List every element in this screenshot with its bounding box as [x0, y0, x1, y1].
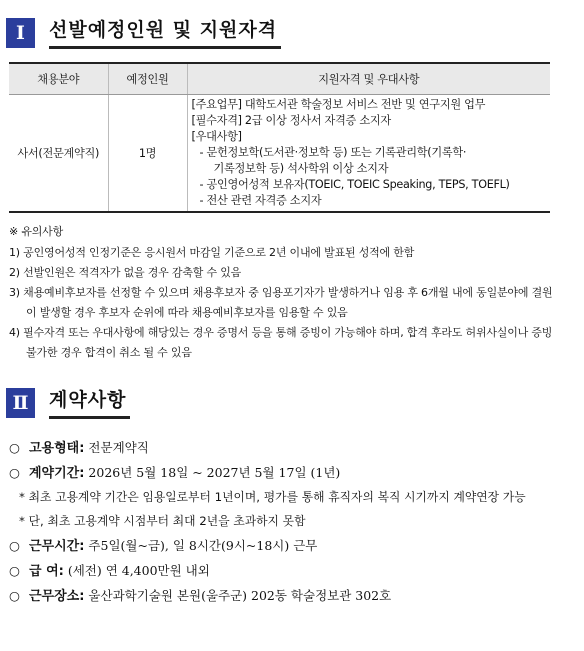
header-count: 예정인원: [108, 63, 187, 95]
salary-value: (세전) 연 4,400만원 내외: [67, 563, 210, 578]
header-qualifications: 지원자격 및 우대사항: [187, 63, 550, 95]
work-place-value: 울산과학기술원 본원(울주군) 202동 학술정보관 302호: [88, 588, 392, 603]
salary-label: 급 여:: [29, 564, 64, 579]
cell-qualifications: [187, 95, 550, 213]
circle-bullet-icon: ○: [9, 465, 20, 480]
contract-period-label: 계약기간:: [29, 466, 85, 481]
cell-field: 사서(전문계약직): [9, 95, 108, 213]
qual-line: - 문헌정보학(도서관·정보학 등) 또는 기록관리학(기록학·: [199, 146, 467, 159]
section-1-title: 선발예정인원 및 지원자격: [49, 16, 281, 49]
work-place-row: [9, 583, 569, 608]
salary-row: [9, 558, 569, 583]
employment-type-value: 전문계약직: [88, 440, 149, 455]
note-item: 4) 필수자격 또는 우대사항에 해당있는 경우 증명서 등을 통해 증빙이 가능해야 하며, 합격 후라도 허위사실이나 증빙 불가한 경우 합격이 취소 될 수 있음: [9, 326, 553, 359]
notes-heading: ※ 유의사항: [9, 225, 64, 238]
contract-terms: [9, 435, 569, 608]
contract-sub-note: * 최초 고용계약 기간은 임용일로부터 1년이며, 평가를 통해 휴직자의 복직 시기까지 계약연장 가능: [19, 490, 526, 504]
note-item: 1) 공인영어성적 인정기준은 응시원서 마감일 기준으로 2년 이내에 발표된 성적에 한함: [9, 246, 415, 259]
employment-type-label: 고용형태:: [29, 441, 85, 456]
circle-bullet-icon: ○: [9, 538, 20, 553]
work-place-label: 근무장소:: [29, 589, 85, 604]
requirements-table: [9, 62, 550, 213]
circle-bullet-icon: ○: [9, 440, 20, 455]
circle-bullet-icon: ○: [9, 563, 20, 578]
qual-line: [우대사항]: [191, 130, 242, 143]
table-row: [9, 95, 550, 213]
section-1-numeral: Ⅰ: [6, 18, 35, 48]
cell-count: 1명: [108, 95, 187, 213]
contract-period-row: [9, 460, 569, 485]
qual-line: - 전산 관련 자격증 소지자: [199, 194, 322, 207]
working-hours-value: 주5일(월~금), 일 8시간(9시~18시) 근무: [88, 538, 318, 553]
section-2-numeral: Ⅱ: [6, 388, 35, 418]
working-hours-label: 근무시간:: [29, 539, 85, 554]
qual-line: [주요업무] 대학도서관 학술정보 서비스 전반 및 연구지원 업무: [191, 98, 486, 111]
header-field: 채용분야: [9, 63, 108, 95]
section-2-header: [6, 386, 130, 419]
qual-line: 기록정보학 등) 석사학위 이상 소지자: [213, 162, 389, 175]
qual-line: - 공인영어성적 보유자(TOEIC, TOEIC Speaking, TEPS, TOEFL): [199, 178, 510, 191]
employment-type-row: [9, 435, 569, 460]
working-hours-row: [9, 533, 569, 558]
table-header-row: [9, 63, 550, 95]
section-1-header: [6, 16, 281, 49]
notes-section: [9, 221, 554, 363]
contract-sub-note: * 단, 최초 고용계약 시점부터 최대 2년을 초과하지 못함: [19, 514, 306, 528]
note-item: 3) 채용예비후보자를 선정할 수 있으며 채용후보자 중 임용포기자가 발생하거나 임용 후 6개월 내에 동일분야에 결원이 발생할 경우 후보자 순위에 따라 채용예비후보자를 임용할 수 있음: [9, 286, 553, 319]
note-item: 2) 선발인원은 적격자가 없을 경우 감축할 수 있음: [9, 266, 242, 279]
circle-bullet-icon: ○: [9, 588, 20, 603]
contract-period-value: 2026년 5월 18일 ~ 2027년 5월 17일 (1년): [88, 465, 341, 480]
qual-line: [필수자격] 2급 이상 정사서 자격증 소지자: [191, 114, 391, 127]
section-2-title: 계약사항: [49, 386, 130, 419]
